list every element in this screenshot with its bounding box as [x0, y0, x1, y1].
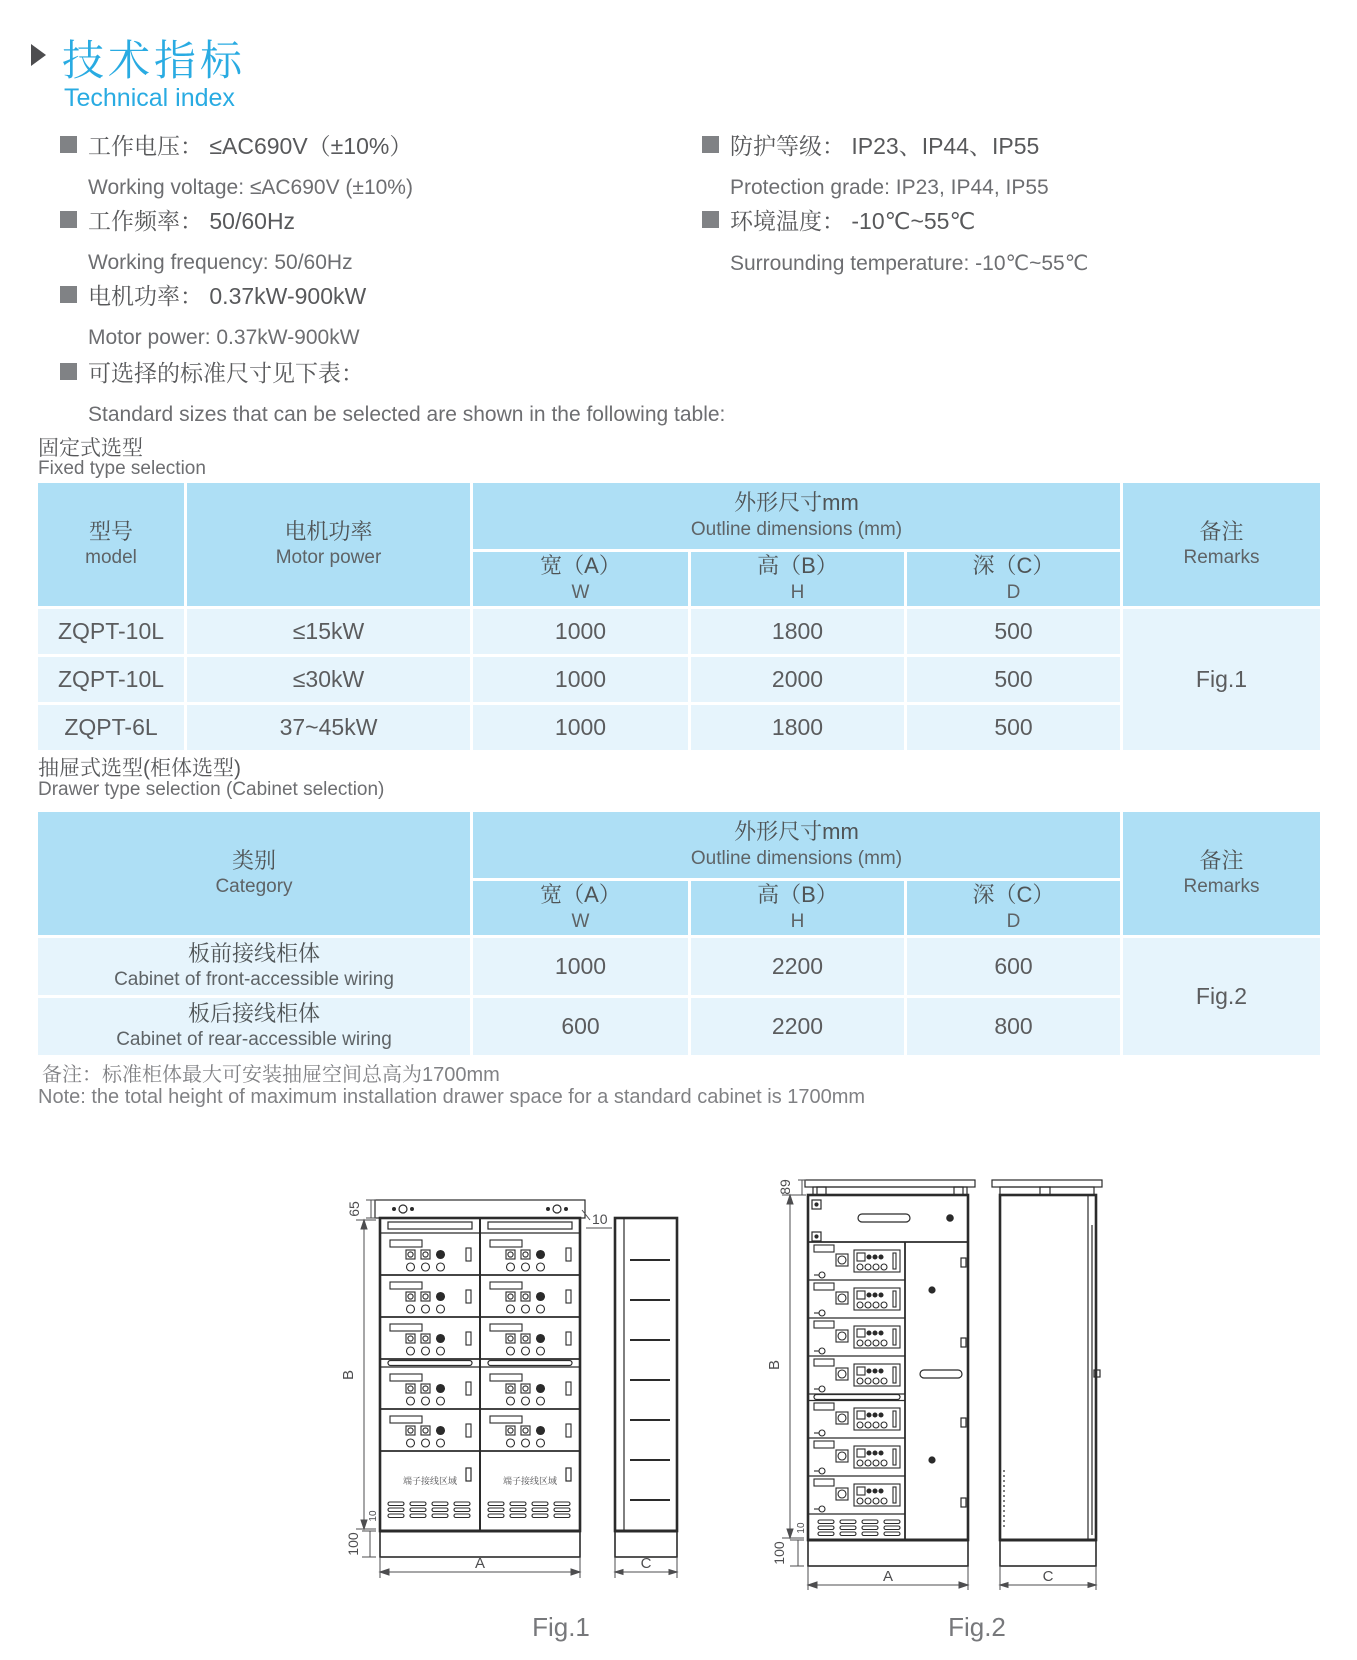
fig2-dim-A: A — [882, 1568, 894, 1585]
table-cell-h: 2000 — [691, 657, 904, 702]
fig2-dim-100: 100 — [771, 1541, 787, 1565]
col-header-depth: 深（C） D — [907, 881, 1120, 935]
fig1-front-view — [375, 1200, 585, 1557]
table-cell-h: 1800 — [691, 705, 904, 750]
table-cell-model: ZQPT-10L — [38, 657, 184, 702]
square-bullet-icon — [702, 211, 719, 228]
table-cell-category: 板后接线柜体 Cabinet of rear-accessible wiring — [38, 998, 470, 1055]
note-cn: 备注：标准柜体最大可安装抽屉空间总高为1700mm — [42, 1064, 500, 1086]
table-cell-d: 500 — [907, 657, 1120, 702]
col-header-remarks: 备注 Remarks — [1123, 812, 1320, 935]
page-title-en: Technical index — [64, 84, 235, 112]
table-cell-d: 500 — [907, 705, 1120, 750]
spec-en-text: Surrounding temperature: -10℃~55℃ — [730, 252, 1089, 275]
fig1-terminal-area-label: 端子接线区域 — [502, 1476, 558, 1486]
fig2-dim-89: 89 — [777, 1179, 793, 1195]
col-header-outline: 外形尺寸mm Outline dimensions (mm) — [473, 812, 1120, 878]
fig1-dim-65: 65 — [346, 1201, 362, 1217]
fig1-dim-10-bottom: 10 — [368, 1510, 379, 1522]
spec-en-text: Protection grade: IP23, IP44, IP55 — [730, 176, 1049, 199]
fig2-dim-10: 10 — [796, 1522, 807, 1534]
drawer-type-table — [38, 812, 1320, 1055]
fig1-dim-C: C — [640, 1555, 652, 1572]
col-header-width: 宽（A） W — [473, 881, 688, 935]
fig1-dim-100: 100 — [345, 1532, 361, 1556]
table-cell-w: 1000 — [473, 705, 688, 750]
col-header-model: 型号 model — [38, 483, 184, 606]
table-cell-model: ZQPT-6L — [38, 705, 184, 750]
table-cell-w: 1000 — [473, 657, 688, 702]
table-cell-remarks: Fig.1 — [1123, 609, 1320, 750]
spec-motor-power — [60, 278, 366, 350]
fig2-side-view — [992, 1180, 1102, 1566]
spec-cn-text: 环境温度： -10℃~55℃ — [730, 208, 976, 234]
table-cell-d: 500 — [907, 609, 1120, 654]
page-title: 技术指标 — [62, 37, 247, 84]
fig1-dim-10-top: 10 — [592, 1211, 608, 1227]
col-header-height: 高（B） H — [691, 552, 904, 606]
spec-cn-text: 工作频率： 50/60Hz — [88, 208, 296, 234]
square-bullet-icon — [60, 363, 77, 380]
spec-table-intro — [60, 355, 725, 427]
table-cell-power: ≤30kW — [187, 657, 470, 702]
fig1-caption: Fig.1 — [532, 1612, 590, 1642]
fixed-type-table — [38, 483, 1320, 750]
col-header-remarks: 备注 Remarks — [1123, 483, 1320, 606]
fig2-front-view — [805, 1180, 975, 1566]
fixed-section-title: 固定式选型 — [38, 437, 143, 460]
col-header-depth: 深（C） D — [907, 552, 1120, 606]
table-cell-w: 1000 — [473, 938, 688, 995]
fig1-dim-B: B — [340, 1369, 357, 1381]
fig1-dimensions — [356, 1200, 677, 1578]
fig2-dim-B: B — [766, 1359, 783, 1371]
note-en: Note: the total height of maximum installation drawer space for a standard cabinet is 1700mm — [38, 1086, 866, 1108]
spec-en-text: Working voltage: ≤AC690V (±10%) — [88, 176, 413, 199]
col-header-power: 电机功率 Motor power — [187, 483, 470, 606]
fig1-side-view — [615, 1218, 677, 1557]
spec-protection-grade — [702, 128, 1049, 200]
square-bullet-icon — [60, 286, 77, 303]
table-cell-power: ≤15kW — [187, 609, 470, 654]
table-cell-remarks: Fig.2 — [1123, 938, 1320, 1055]
square-bullet-icon — [60, 211, 77, 228]
section-arrow-icon — [31, 44, 46, 66]
square-bullet-icon — [702, 136, 719, 153]
spec-working-frequency — [60, 203, 353, 275]
table-cell-h: 1800 — [691, 609, 904, 654]
square-bullet-icon — [60, 136, 77, 153]
table-cell-model: ZQPT-10L — [38, 609, 184, 654]
fig1-dim-A: A — [474, 1555, 486, 1572]
col-header-category: 类别 Category — [38, 812, 470, 935]
fig2-caption: Fig.2 — [948, 1612, 1006, 1642]
table-cell-h: 2200 — [691, 998, 904, 1055]
table-cell-h: 2200 — [691, 938, 904, 995]
spec-working-voltage — [60, 128, 413, 200]
fig1-terminal-area-label: 端子接线区域 — [402, 1476, 458, 1486]
fig1-cabinet-drawing — [330, 1180, 730, 1600]
table-cell-power: 37~45kW — [187, 705, 470, 750]
drawer-section-title-en: Drawer type selection (Cabinet selection) — [38, 779, 385, 800]
table-cell-category: 板前接线柜体 Cabinet of front-accessible wiring — [38, 938, 470, 995]
spec-cn-text: 可选择的标准尺寸见下表： — [88, 360, 364, 386]
col-header-height: 高（B） H — [691, 881, 904, 935]
spec-cn-text: 防护等级： IP23、IP44、IP55 — [730, 133, 1040, 159]
spec-en-text: Working frequency: 50/60Hz — [88, 251, 353, 274]
spec-surrounding-temperature — [702, 203, 1088, 276]
fig2-cabinet-drawing — [718, 1130, 1118, 1600]
table-cell-w: 600 — [473, 998, 688, 1055]
col-header-outline: 外形尺寸mm Outline dimensions (mm) — [473, 483, 1120, 549]
fig2-dim-C: C — [1042, 1568, 1054, 1585]
spec-cn-text: 工作电压： ≤AC690V（±10%） — [88, 133, 413, 159]
spec-en-text: Motor power: 0.37kW-900kW — [88, 326, 360, 349]
table-cell-w: 1000 — [473, 609, 688, 654]
spec-cn-text: 电机功率： 0.37kW-900kW — [88, 283, 367, 309]
fixed-section-title-en: Fixed type selection — [38, 458, 206, 479]
table-cell-d: 800 — [907, 998, 1120, 1055]
spec-en-text: Standard sizes that can be selected are shown in the following table: — [88, 403, 726, 426]
col-header-width: 宽（A） W — [473, 552, 688, 606]
table-cell-d: 600 — [907, 938, 1120, 995]
drawer-section-title: 抽屉式选型(柜体选型) — [38, 757, 241, 780]
